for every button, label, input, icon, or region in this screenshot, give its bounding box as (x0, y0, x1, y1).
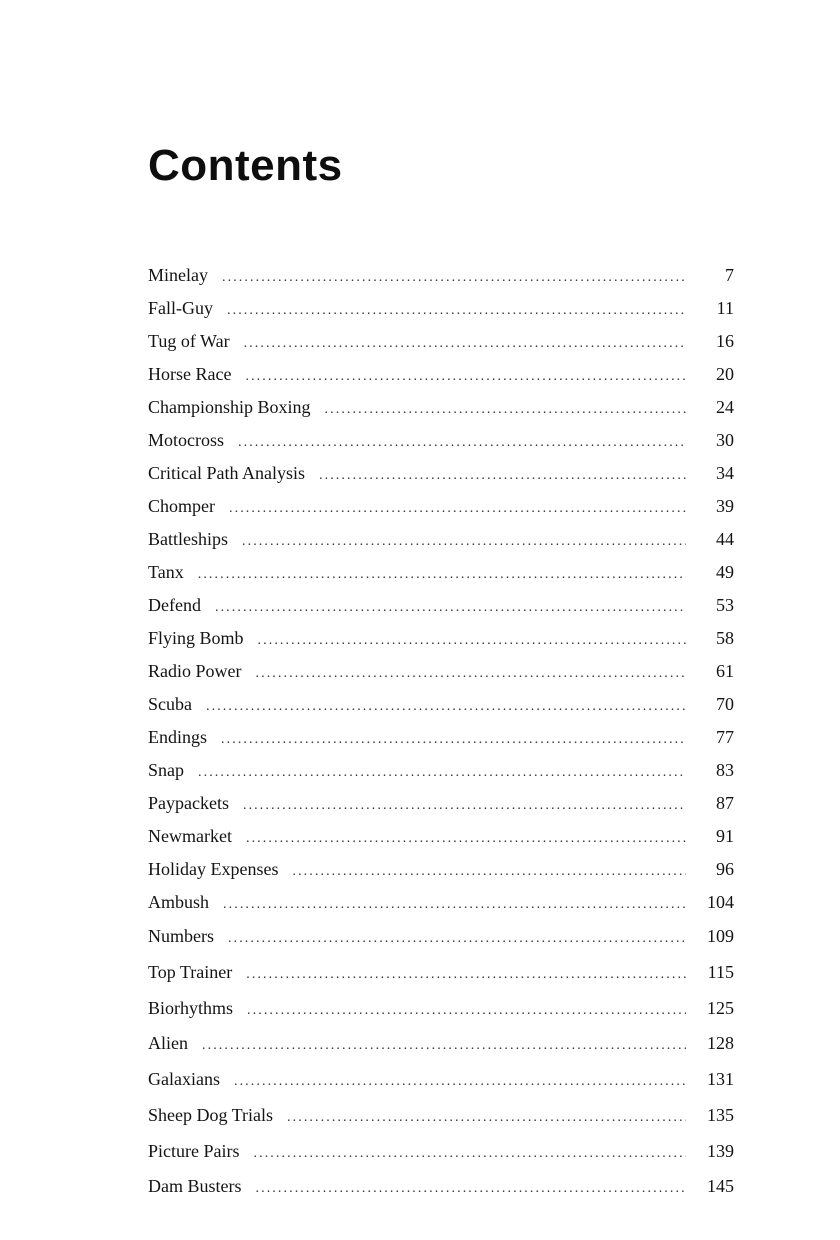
toc-entry (148, 490, 734, 523)
toc-entry-page-number: 91 (716, 826, 734, 846)
dot-leader (198, 558, 686, 591)
toc-entry-title: Picture Pairs (148, 1140, 240, 1161)
toc-entry-page-number: 39 (716, 496, 734, 516)
toc-entry-title: Numbers (148, 926, 214, 946)
toc-entry-title: Sheep Dog Trials (148, 1104, 274, 1125)
toc-entry-title: Motocross (148, 430, 224, 450)
toc-entry-page-number: 34 (716, 463, 734, 483)
toc-entry (148, 919, 734, 955)
toc-entry-page-number: 30 (716, 430, 734, 450)
toc-entry (148, 292, 734, 325)
toc-entry-title: Chomper (148, 496, 215, 516)
toc-entry-title: Galaxians (148, 1069, 220, 1089)
toc-entry-title: Top Trainer (148, 961, 233, 982)
toc-entry (148, 523, 734, 556)
toc-entry (148, 820, 734, 853)
toc-entry (148, 688, 734, 721)
toc-entry-page-number: 77 (716, 727, 734, 747)
toc-entry-page-number: 139 (707, 1140, 734, 1161)
toc-entry-page-number: 135 (707, 1104, 734, 1125)
dot-leader (242, 525, 686, 558)
toc-entry (148, 589, 734, 622)
toc-entry-page-number: 20 (716, 364, 734, 384)
toc-entry-title: Battleships (148, 529, 228, 549)
toc-entry (148, 991, 734, 1027)
toc-entry (148, 457, 734, 490)
dot-leader (229, 492, 686, 525)
dot-leader (228, 921, 686, 957)
toc-entry-title: Holiday Expenses (148, 859, 279, 879)
toc-entry-page-number: 109 (707, 926, 734, 946)
toc-entry-page-number: 11 (716, 298, 734, 318)
toc-entry-title: Horse Race (148, 364, 232, 384)
toc-entry (148, 721, 734, 754)
dot-leader (222, 261, 686, 294)
page-title: Contents (148, 141, 343, 190)
toc-entry (148, 259, 734, 292)
dot-leader (234, 1064, 686, 1100)
toc-entry-title: Championship Boxing (148, 397, 311, 417)
dot-leader (246, 957, 686, 993)
toc-entry-page-number: 61 (716, 661, 734, 681)
dot-leader (202, 1028, 686, 1064)
toc-entry-title: Dam Busters (148, 1176, 242, 1197)
toc-entry (148, 886, 734, 919)
toc-entry (148, 1098, 734, 1134)
toc-entry (148, 391, 734, 424)
toc-entry-title: Paypackets (148, 793, 229, 813)
dot-leader (215, 591, 686, 624)
toc-entry (148, 655, 734, 688)
toc-entry-title: Scuba (148, 694, 192, 714)
dot-leader (287, 1100, 686, 1136)
toc-entry (148, 955, 734, 991)
toc-entry-title: Alien (148, 1033, 188, 1054)
toc-entry (148, 325, 734, 358)
dot-leader (319, 459, 686, 492)
dot-leader (221, 723, 686, 756)
toc-entry-title: Newmarket (148, 826, 232, 846)
dot-leader (245, 360, 686, 393)
toc-entry-title: Defend (148, 595, 201, 615)
toc-entry-page-number: 44 (716, 529, 734, 549)
table-of-contents (148, 259, 734, 1205)
dot-leader (243, 789, 686, 822)
toc-entry (148, 556, 734, 589)
dot-leader (246, 822, 686, 855)
dot-leader (256, 657, 687, 690)
dot-leader (206, 690, 686, 723)
toc-entry-title: Endings (148, 727, 208, 747)
toc-entry-page-number: 49 (716, 562, 734, 582)
toc-entry-page-number: 104 (707, 892, 734, 912)
toc-entry (148, 1062, 734, 1098)
dot-leader (292, 855, 686, 888)
toc-entry-page-number: 128 (707, 1033, 734, 1054)
toc-entry-page-number: 131 (707, 1069, 734, 1089)
toc-entry-page-number: 145 (707, 1176, 734, 1197)
dot-leader (238, 426, 686, 459)
toc-entry-title: Tanx (148, 562, 184, 582)
toc-entry-page-number: 16 (716, 331, 734, 351)
toc-entry-page-number: 53 (716, 595, 734, 615)
dot-leader (198, 756, 686, 789)
toc-entry (148, 358, 734, 391)
toc-entry-title: Ambush (148, 892, 210, 912)
toc-entry (148, 424, 734, 457)
toc-entry (148, 1134, 734, 1170)
toc-entry (148, 787, 734, 820)
toc-entry (148, 622, 734, 655)
dot-leader (244, 327, 686, 360)
dot-leader (258, 624, 686, 657)
toc-entry-page-number: 115 (707, 961, 734, 982)
toc-entry (148, 853, 734, 886)
toc-entry-page-number: 96 (716, 859, 734, 879)
toc-entry-title: Radio Power (148, 661, 242, 681)
toc-entry (148, 1026, 734, 1062)
dot-leader (256, 1171, 687, 1207)
toc-entry (148, 1169, 734, 1205)
toc-entry-title: Critical Path Analysis (148, 463, 305, 483)
dot-leader (254, 1136, 687, 1172)
dot-leader (223, 888, 686, 921)
dot-leader (325, 393, 686, 426)
toc-entry-title: Fall-Guy (148, 298, 213, 318)
toc-entry-title: Snap (148, 760, 184, 780)
toc-entry-title: Flying Bomb (148, 628, 244, 648)
dot-leader (247, 993, 686, 1029)
toc-entry-page-number: 125 (707, 997, 734, 1018)
toc-entry-page-number: 24 (716, 397, 734, 417)
toc-entry-title: Tug of War (148, 331, 230, 351)
toc-entry-page-number: 58 (716, 628, 734, 648)
toc-entry-title: Minelay (148, 265, 208, 285)
toc-entry-title: Biorhythms (148, 997, 234, 1018)
toc-entry-page-number: 7 (725, 265, 734, 285)
dot-leader (227, 294, 686, 327)
toc-entry (148, 754, 734, 787)
toc-entry-page-number: 87 (716, 793, 734, 813)
toc-entry-page-number: 70 (716, 694, 734, 714)
toc-entry-page-number: 83 (716, 760, 734, 780)
